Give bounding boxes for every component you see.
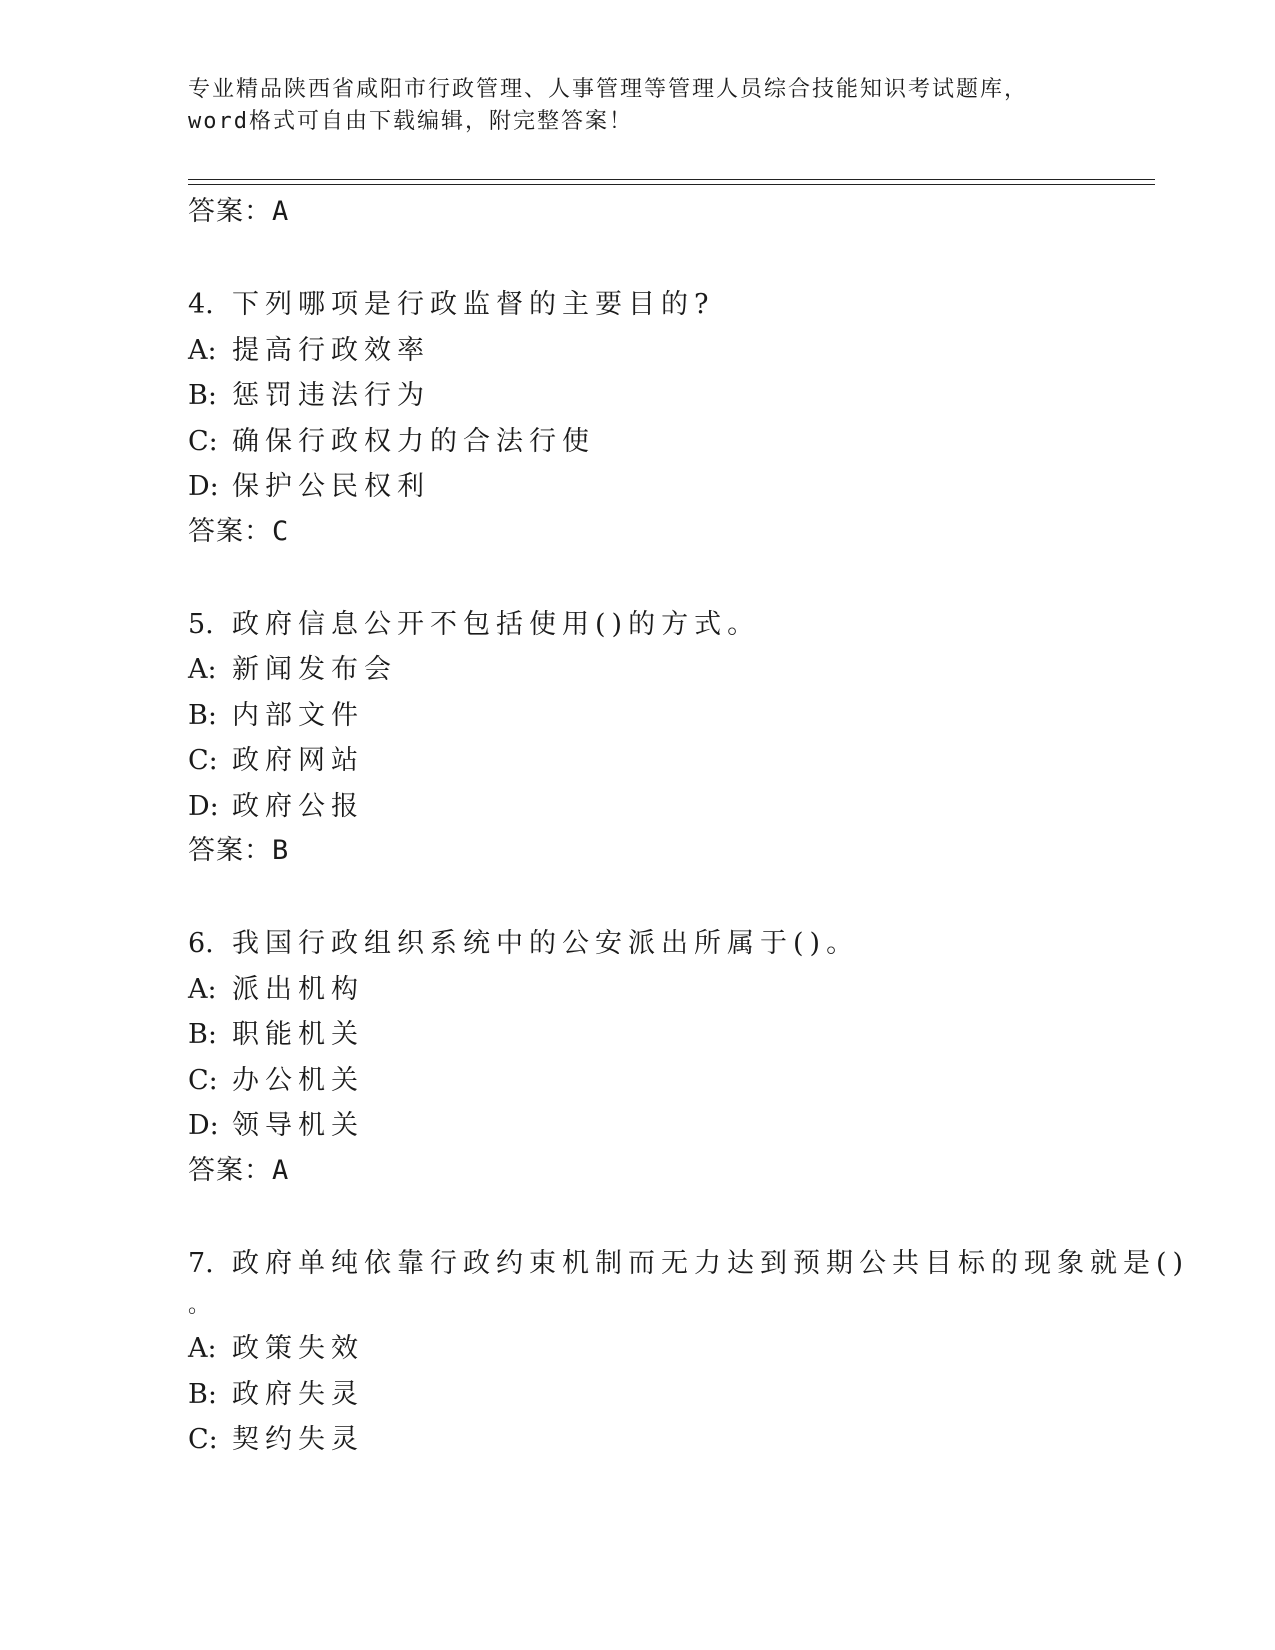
option-text: 确保行政权力的合法行使	[232, 425, 595, 457]
option-key: B:	[188, 699, 217, 731]
option-a	[188, 328, 1148, 374]
option-d	[188, 464, 1148, 510]
option-text: 政府公报	[232, 790, 364, 822]
option-c	[188, 419, 1148, 465]
question-stem	[188, 282, 1148, 328]
question-number: 5.	[188, 608, 214, 640]
option-text: 政策失效	[232, 1333, 364, 1364]
option-key: D:	[188, 471, 219, 502]
option-text: 办公机关	[232, 1064, 364, 1096]
answer-line	[188, 829, 1148, 873]
answer-value: A	[272, 196, 290, 227]
option-text: 新闻发布会	[232, 654, 397, 685]
option-key: A:	[188, 1333, 217, 1364]
option-a	[188, 647, 1148, 693]
option-text: 惩罚违法行为	[232, 380, 430, 411]
answer-value: A	[272, 1154, 290, 1186]
question-text: 下列哪项是行政监督的主要目的?	[232, 289, 715, 320]
answer-line	[188, 510, 1148, 554]
answer-line	[188, 1149, 1148, 1193]
option-text: 政府失灵	[232, 1378, 364, 1410]
option-c	[188, 738, 1148, 784]
option-b	[188, 1012, 1148, 1058]
answer-line	[188, 190, 1148, 234]
spacer	[188, 873, 1148, 921]
option-key: C:	[188, 425, 218, 457]
document-header	[188, 74, 1088, 138]
header-divider-bottom	[188, 184, 1155, 185]
header-line-2: word格式可自由下载编辑，附完整答案！	[188, 109, 633, 134]
spacer	[188, 1193, 1148, 1241]
question-list	[188, 190, 1190, 1463]
option-b	[188, 693, 1148, 739]
answer-label: 答案：	[188, 835, 272, 866]
option-text: 领导机关	[232, 1110, 364, 1141]
question-text: 我国行政组织系统中的公安派出所属于()。	[232, 928, 860, 959]
answer-value: B	[272, 835, 290, 866]
spacer	[188, 234, 1148, 282]
answer-label: 答案：	[188, 515, 272, 547]
option-d	[188, 784, 1148, 830]
option-a	[188, 967, 1148, 1013]
option-text: 政府网站	[232, 745, 364, 776]
option-text: 职能机关	[232, 1019, 364, 1050]
option-key: B:	[188, 1378, 217, 1410]
option-key: C:	[188, 1064, 218, 1096]
question-stem	[188, 921, 1148, 967]
option-key: B:	[188, 380, 217, 411]
option-text: 内部文件	[232, 699, 364, 731]
answer-label: 答案：	[188, 1154, 272, 1186]
option-key: B:	[188, 1019, 217, 1050]
question-stem	[188, 1241, 1190, 1287]
question-stem	[188, 602, 1148, 648]
option-key: A:	[188, 973, 217, 1005]
question-number: 7.	[188, 1247, 214, 1279]
answer-label: 答案：	[188, 196, 272, 227]
option-text: 保护公民权利	[232, 471, 430, 502]
option-text: 派出机构	[232, 973, 364, 1005]
option-a	[188, 1326, 1148, 1372]
question-stem-continuation: 。	[188, 1293, 217, 1318]
header-line-1: 专业精品陕西省咸阳市行政管理、人事管理等管理人员综合技能知识考试题库，	[188, 77, 1029, 102]
option-text: 提高行政效率	[232, 334, 430, 366]
spacer	[188, 554, 1148, 602]
option-key: D:	[188, 790, 219, 822]
option-c	[188, 1058, 1148, 1104]
option-key: A:	[188, 654, 217, 685]
question-text: 政府信息公开不包括使用()的方式。	[232, 608, 761, 640]
option-b	[188, 373, 1148, 419]
question-text: 政府单纯依靠行政约束机制而无力达到预期公共目标的现象就是()	[232, 1247, 1190, 1279]
question-number: 4.	[188, 289, 214, 320]
option-key: D:	[188, 1110, 219, 1141]
option-b	[188, 1372, 1148, 1418]
option-c	[188, 1417, 1148, 1463]
header-divider-top	[188, 179, 1155, 180]
option-key: C:	[188, 1424, 218, 1455]
option-d	[188, 1103, 1148, 1149]
question-number: 6.	[188, 928, 214, 959]
answer-value: C	[272, 515, 290, 547]
option-text: 契约失灵	[232, 1424, 364, 1455]
option-key: C:	[188, 745, 218, 776]
option-key: A:	[188, 334, 217, 366]
